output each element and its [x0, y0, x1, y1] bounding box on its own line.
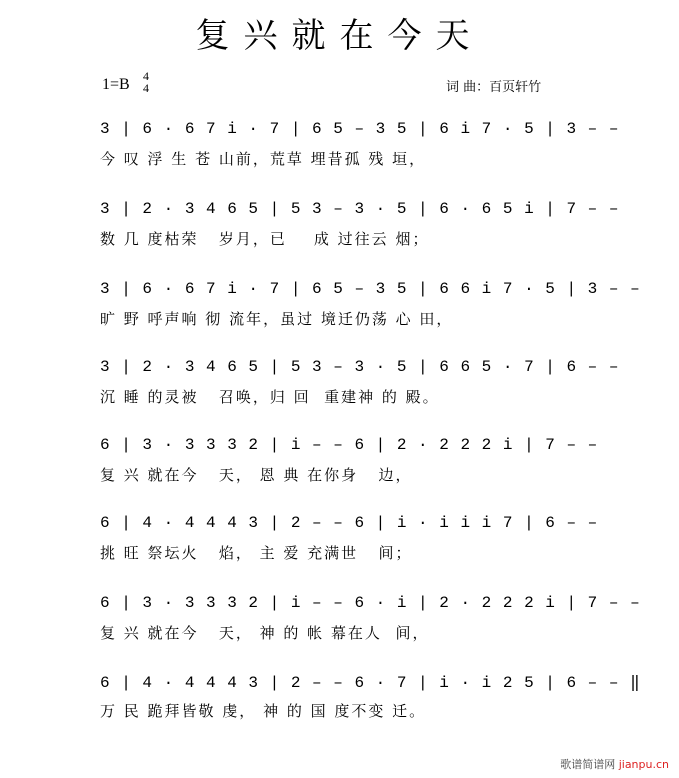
score-line-5 [100, 436, 599, 506]
notation: 3 | 2 · 3 4 6 5 | 5 3 – 3 · 5 | 6 · 6 5 i | 7 – – [100, 200, 620, 218]
lyrics: 数 几 度枯荣 岁月，已 成 过往云 烟； [100, 230, 430, 248]
watermark-site: 歌谱简谱网 [560, 758, 616, 771]
notation: 3 | 2 · 3 4 6 5 | 5 3 – 3 · 5 | 6 6 5 · 7 | 6 – – [100, 358, 620, 376]
credits: 词 曲：百页轩竹 [446, 80, 542, 95]
notation: 6 | 4 · 4 4 4 3 | 2 – – 6 · 7 | i · i 2 5 | 6 – – ‖ [100, 674, 641, 692]
score-line-4 [100, 358, 620, 428]
notation: 3 | 6 · 6 7 i · 7 | 6 5 – 3 5 | 6 6 i 7 · 5 | 3 – – [100, 280, 641, 298]
score-line-3 [100, 280, 641, 350]
score-line-1 [100, 120, 620, 190]
score-line-7 [100, 594, 641, 664]
lyrics: 沉 睡 的灵被 召唤，归 回 重建神 的 殿。 [100, 388, 440, 406]
lyrics: 万 民 跪拜皆敬 虔， 神 的 国 度不变 迁。 [100, 702, 427, 720]
watermark-url: jianpu.cn [618, 758, 669, 771]
notation: 6 | 3 · 3 3 3 2 | i – – 6 · i | 2 · 2 2 2 i | 7 – – [100, 594, 641, 612]
notation: 3 | 6 · 6 7 i · 7 | 6 5 – 3 5 | 6 i 7 · 5 | 3 – – [100, 120, 620, 138]
lyrics: 复 兴 就在今 天， 神 的 帐 幕在人 间， [100, 624, 430, 642]
lyrics: 今 叹 浮 生 苍 山前，荒草 埋昔孤 残 垣， [100, 150, 427, 168]
key-signature: 1=B [102, 76, 130, 93]
lyrics: 旷 野 呼声响 彻 流年，虽过 境迁仍荡 心 田， [100, 310, 454, 328]
time-signature-top: 4 [143, 69, 149, 83]
lyrics: 挑 旺 祭坛火 焰， 主 爱 充满世 间； [100, 544, 413, 562]
score-line-8 [100, 672, 641, 742]
notation: 6 | 4 · 4 4 4 3 | 2 – – 6 | i · i i i 7 | 6 – – [100, 514, 599, 532]
time-signature [143, 70, 149, 94]
song-title: 复兴就在今天 [195, 16, 484, 56]
score-line-6 [100, 514, 599, 584]
time-signature-bottom: 4 [143, 81, 149, 95]
watermark [560, 756, 669, 772]
notation: 6 | 3 · 3 3 3 2 | i – – 6 | 2 · 2 2 2 i | 7 – – [100, 436, 599, 454]
score-line-2 [100, 200, 620, 270]
lyrics: 复 兴 就在今 天， 恩 典 在你身 边， [100, 466, 413, 484]
